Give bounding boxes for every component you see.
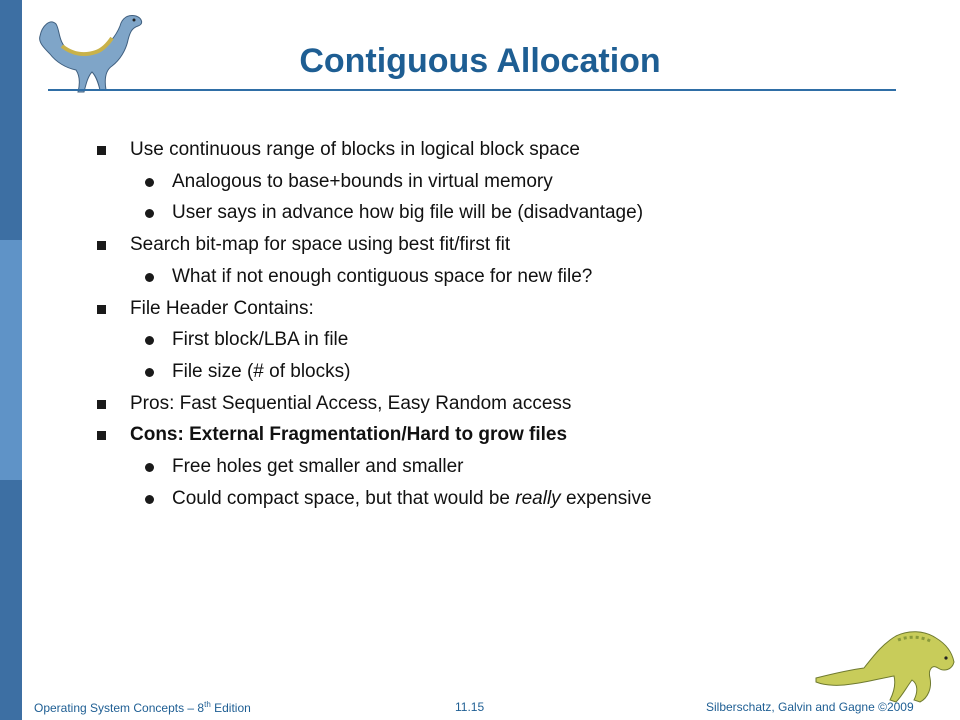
round-bullet-icon — [145, 273, 154, 282]
bullet-text: User says in advance how big file will be (disadvantage) — [172, 202, 644, 224]
square-bullet-icon — [97, 241, 106, 250]
sub-bullet-item — [172, 170, 553, 194]
sidebar-segment-bottom — [0, 480, 22, 720]
round-bullet-icon — [145, 336, 154, 345]
bullet-text: Cons: External Fragmentation/Hard to grow files — [130, 424, 568, 446]
round-bullet-icon — [145, 368, 154, 377]
dinosaur-icon — [812, 618, 958, 708]
round-bullet-icon — [145, 178, 154, 187]
sub-bullet-item — [172, 360, 350, 384]
footer-book-title — [34, 700, 251, 715]
sub-bullet-item — [172, 265, 592, 289]
bullet-text: Analogous to base+bounds in virtual memory — [172, 170, 553, 192]
footer-book-title-text: Operating System Concepts – 8 — [34, 701, 205, 715]
square-bullet-icon — [97, 305, 106, 314]
bullet-text: Search bit-map for space using best fit/first fit — [130, 234, 511, 256]
bullet-item — [130, 423, 567, 447]
bullet-text: File Header Contains: — [130, 297, 314, 319]
footer-copyright: Silberschatz, Galvin and Gagne ©2009 — [706, 700, 914, 714]
bullet-text: Could compact space, but that would be — [172, 487, 516, 509]
sub-bullet-item — [172, 487, 652, 511]
sub-bullet-item — [172, 328, 348, 352]
square-bullet-icon — [97, 146, 106, 155]
bullet-text: File size (# of blocks) — [172, 360, 351, 382]
footer-superscript: th — [204, 700, 211, 709]
bullet-text: What if not enough contiguous space for new file? — [172, 265, 593, 287]
round-bullet-icon — [145, 463, 154, 472]
sidebar-band — [0, 0, 22, 720]
footer-page-number: 11.15 — [455, 700, 485, 714]
bullet-item — [130, 297, 314, 321]
bullet-text: First block/LBA in file — [172, 329, 349, 351]
slide-title: Contiguous Allocation — [299, 42, 661, 80]
title-underline — [48, 89, 896, 91]
sub-bullet-item — [172, 455, 463, 479]
sidebar-segment-top — [0, 0, 22, 240]
footer-edition-text: Edition — [210, 701, 251, 715]
bullet-item — [130, 392, 571, 416]
sidebar-segment-middle — [0, 240, 22, 480]
bullet-text: Free holes get smaller and smaller — [172, 456, 464, 477]
bullet-text: expensive — [560, 487, 652, 509]
bullet-item — [130, 233, 510, 257]
round-bullet-icon — [145, 209, 154, 218]
bullet-text: Pros: Fast Sequential Access, Easy Random access — [130, 392, 572, 414]
round-bullet-icon — [145, 495, 154, 504]
bullet-text: Use continuous range of blocks in logical block space — [130, 139, 580, 160]
square-bullet-icon — [97, 431, 106, 440]
square-bullet-icon — [97, 400, 106, 409]
sub-bullet-item — [172, 201, 643, 225]
bullet-text: really — [515, 487, 561, 509]
bullet-item — [130, 138, 580, 162]
